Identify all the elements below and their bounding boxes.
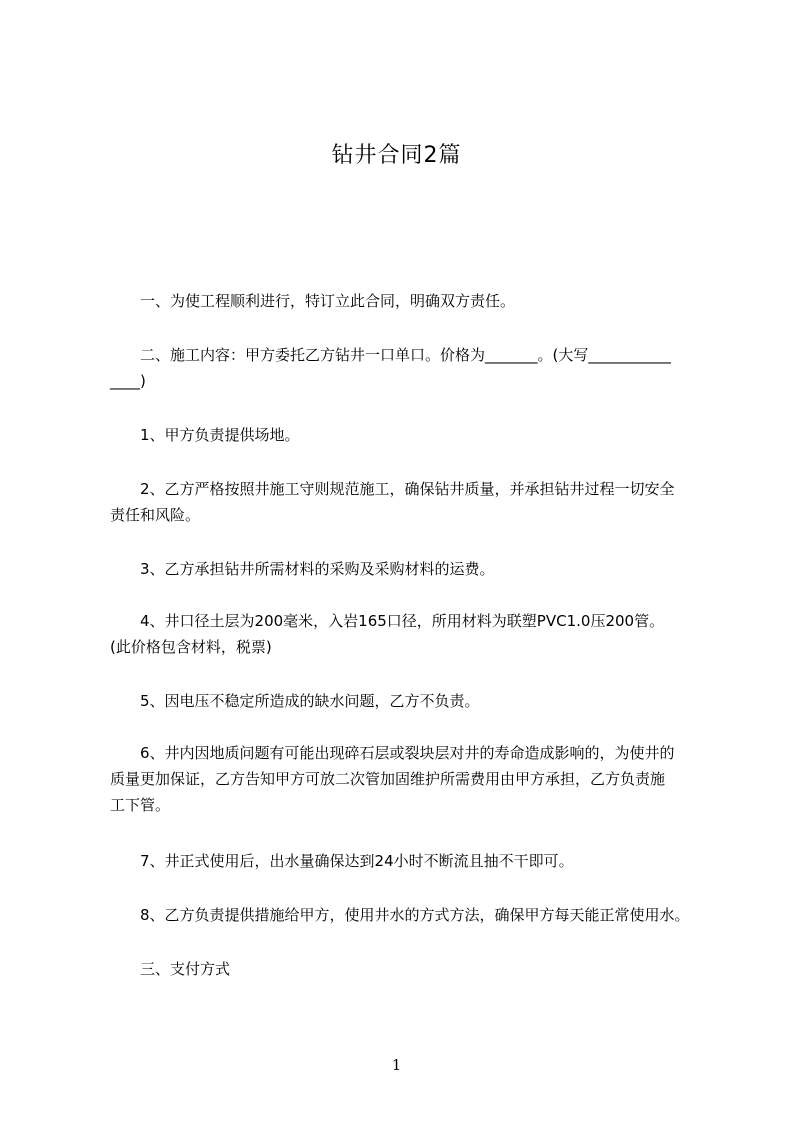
paragraph-line: 三、支付方式 (110, 960, 231, 978)
paragraph-clause-2 (110, 476, 720, 528)
paragraph-clause-6 (110, 740, 720, 818)
paragraph-line: 责任和风险。 (110, 506, 201, 524)
page-number: 1 (391, 1056, 402, 1074)
paragraph-line: 1、甲方负责提供场地。 (110, 426, 300, 444)
paragraph-purpose (110, 288, 720, 314)
paragraph-line: 5、因电压不稳定所造成的缺水问题，乙方不负责。 (110, 692, 480, 710)
document-title: 钻井合同2篇 (331, 143, 462, 168)
paragraph-line: 2、乙方严格按照井施工守则规范施工，确保钻井质量，并承担钻井过程一切安全 (110, 480, 675, 498)
paragraph-line: 3、乙方承担钻井所需材料的采购及采购材料的运费。 (110, 560, 495, 578)
paragraph-line: 4、井口径土层为200毫米，入岩165口径，所用材料为联塑PVC1.0压200管。 (110, 612, 665, 630)
paragraph-line: 二、施工内容：甲方委托乙方钻井一口单口。价格为_______。(大写___________ (110, 346, 671, 364)
paragraph-line: 一、为使工程顺利进行，特订立此合同，明确双方责任。 (110, 292, 516, 310)
paragraph-clause-4 (110, 608, 720, 660)
paragraph-clause-1 (110, 422, 720, 448)
paragraph-line: 质量更加保证，乙方告知甲方可放二次管加固维护所需费用由甲方承担，乙方负责施 (110, 770, 666, 788)
paragraph-clause-8 (110, 902, 720, 928)
paragraph-line: 8、乙方负责提供措施给甲方，使用井水的方式方法，确保甲方每天能正常使用水。 (110, 906, 690, 924)
paragraph-line: 7、井正式使用后，出水量确保达到24小时不断流且抽不干即可。 (110, 852, 574, 870)
paragraph-construction-content (110, 342, 720, 394)
paragraph-line: 6、井内因地质问题有可能出现碎石层或裂块层对井的寿命造成影响的，为使井的 (110, 744, 675, 762)
paragraph-line: ____) (110, 372, 146, 390)
paragraph-line: (此价格包含材料，税票) (110, 638, 272, 656)
paragraph-payment-method (110, 956, 720, 982)
paragraph-clause-5 (110, 688, 720, 714)
paragraph-clause-7 (110, 848, 720, 874)
paragraph-line: 工下管。 (110, 796, 171, 814)
paragraph-clause-3 (110, 556, 720, 582)
